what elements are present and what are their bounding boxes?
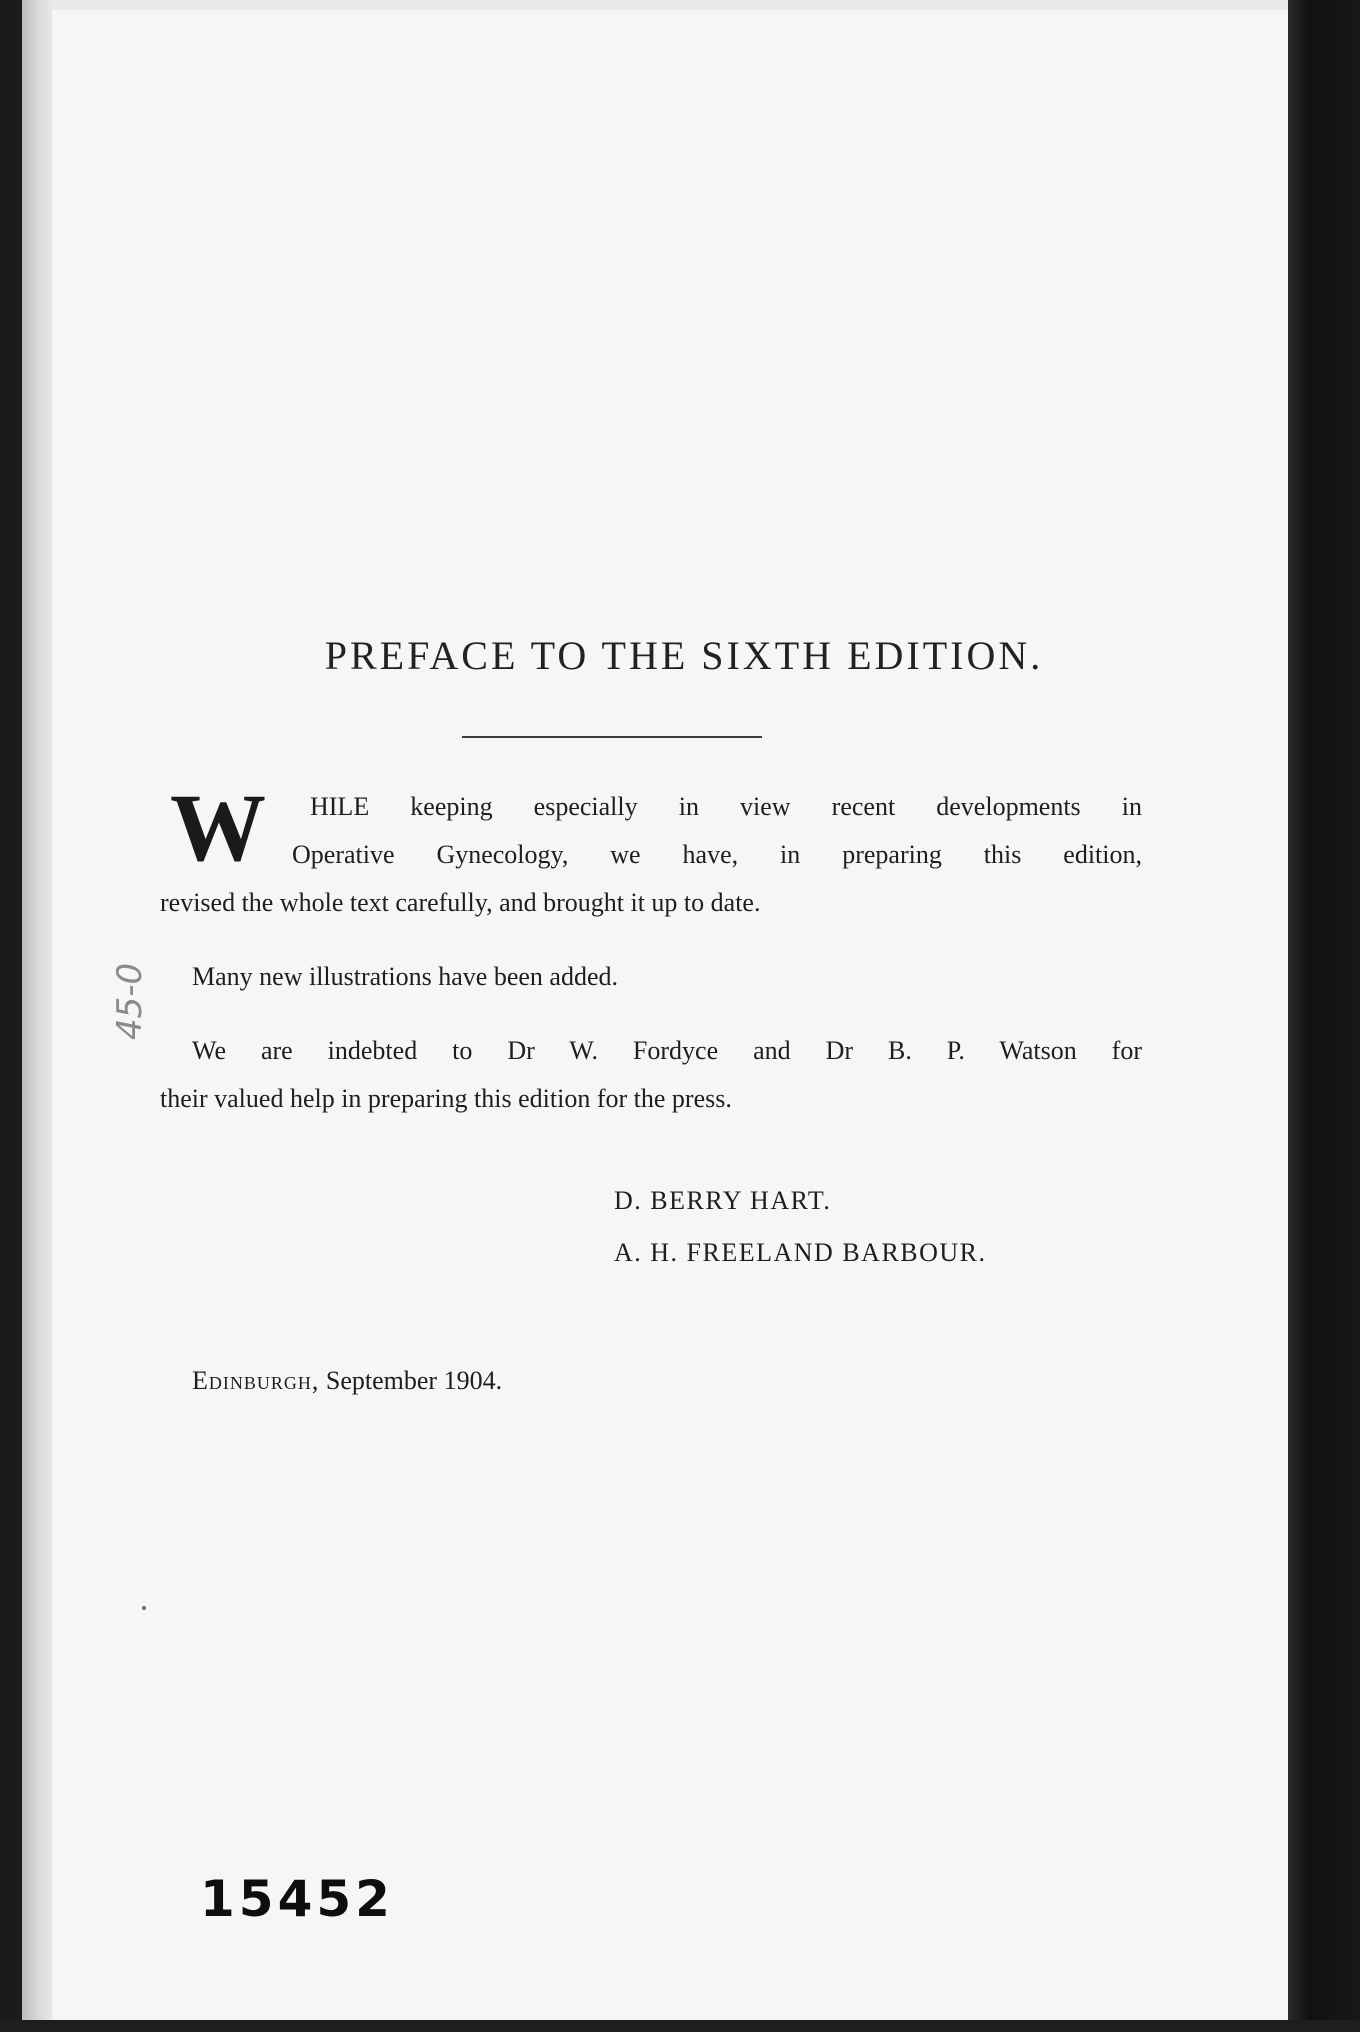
scan-right-border — [1288, 0, 1360, 2032]
place-and-date — [192, 1366, 502, 1396]
paragraph-1-line-2: Operative Gynecology, we have, in preparing this edition, — [292, 840, 1142, 869]
date-text: September 1904. — [325, 1366, 503, 1395]
book-binding-edge — [0, 0, 22, 2032]
paragraph-2: Many new illustrations have been added. — [192, 962, 618, 991]
page-gutter-shadow — [22, 0, 52, 2032]
scan-bottom-border — [0, 2020, 1360, 2032]
paragraph-1-line-1: HILE keeping especially in view recent developments in — [310, 792, 1142, 821]
signature-author-2: A. H. FREELAND BARBOUR. — [614, 1238, 987, 1267]
place-name: Edinburgh, — [192, 1366, 320, 1395]
paragraph-3-line-2: their valued help in preparing this edition for the press. — [160, 1084, 732, 1113]
paragraph-3-line-1: We are indebted to Dr W. Fordyce and Dr B. P. Watson for — [192, 1036, 1142, 1065]
pencil-margin-note: 45-0 — [110, 962, 150, 1040]
paragraph-1-line-3: revised the whole text carefully, and brought it up to date. — [160, 888, 761, 917]
preface-title: PREFACE TO THE SIXTH EDITION. — [324, 633, 1044, 678]
paper-speck — [142, 1606, 146, 1610]
title-divider-rule — [462, 736, 762, 738]
drop-cap-letter: W — [170, 774, 266, 881]
handwritten-accession-number: 15452 — [200, 1870, 394, 1928]
book-page — [52, 10, 1288, 2020]
signature-author-1: D. BERRY HART. — [614, 1186, 832, 1215]
